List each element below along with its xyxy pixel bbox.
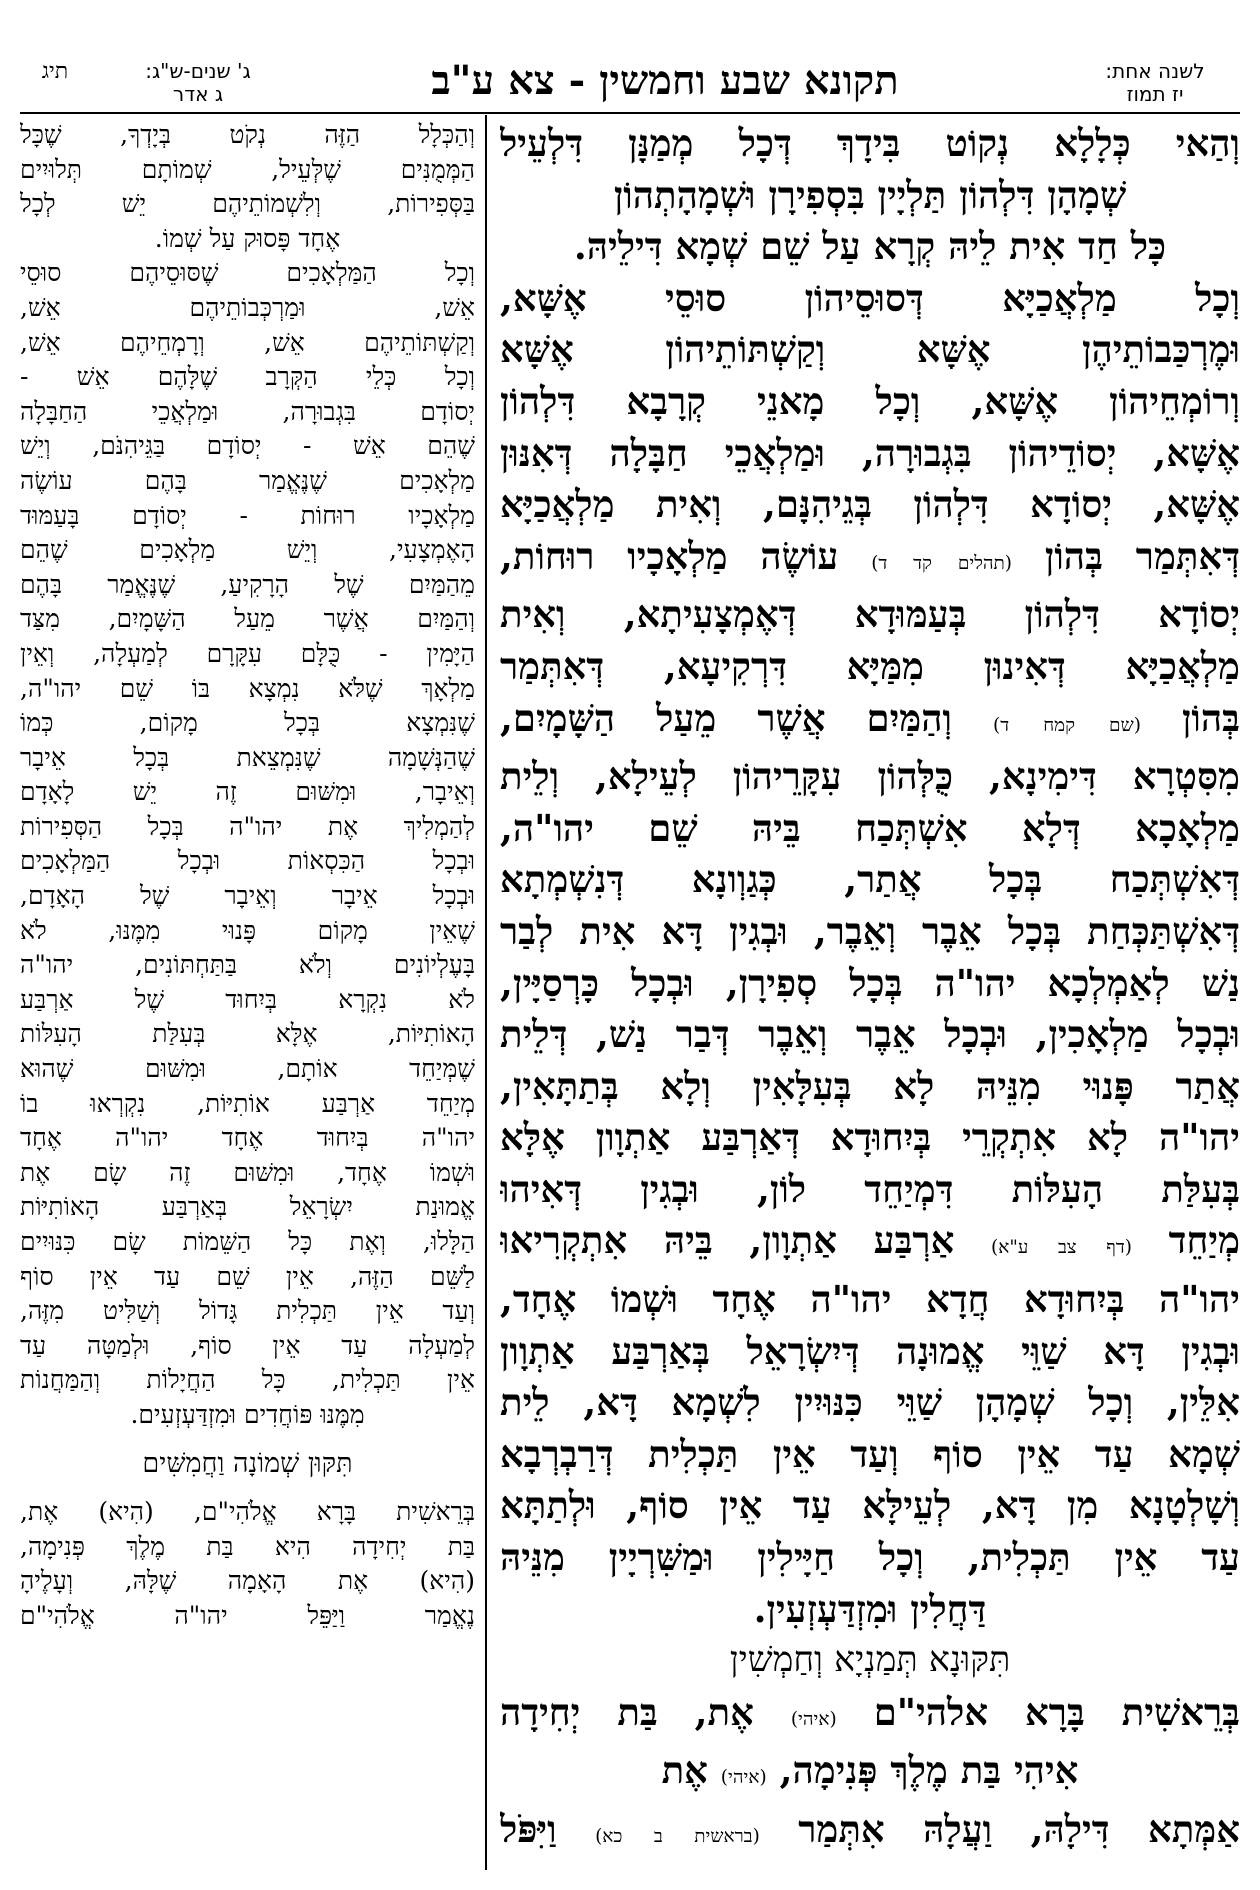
side-line: שֶׁנִּמְצָא בְּכָל מָקוֹם, כְּמוֹ — [20, 708, 475, 738]
main-line — [500, 531, 1240, 590]
main-line: שְׁמָהָן דִּלְהוֹן תַּלְיָין בִּסְפִירָן וּשְׁמָהָתְהוֹן — [613, 172, 1127, 217]
side-line: וְעַד אֵין תַּכְלִית גָּדוֹל וְשַׁלִּיט מִזֶּה, — [20, 1296, 475, 1326]
page-title: תקונא שבע וחמשין - צא ע"ב — [431, 57, 899, 104]
main-line: וְכָל מַלְאֲכַיָּא דְּסוּסֵיהוֹן סוּסֵי אֶשָּׁא, — [500, 275, 1240, 320]
side-line: הָאֶמְצָעִי, וְיֵשׁ מַלְאָכִים שֶׁהֵם — [20, 535, 475, 565]
side-line: הַלָּלוּ, וְאֶת כָּל הַשֵּׁמוֹת שָׂם כִּנּוּיִים — [20, 1227, 475, 1256]
main-line — [500, 1804, 1240, 1863]
header-study-schedule-right — [1070, 60, 1240, 106]
page-header — [20, 58, 1240, 108]
main-line: יְסוֹדָא דִּלְהוֹן בְּעַמּוּדָא דְּאֶמְצָעִיתָא, וְאִית — [500, 592, 1240, 637]
main-line: דַּחֲלִין וּמִזְדַּעְזְעִין. — [753, 1586, 987, 1631]
side-line: נֶאֱמַר וַיַּפֵּל יהו"ה אֱלֹהִי"ם — [20, 1600, 475, 1630]
side-line: מְיַחֵד אַרְבַּע אוֹתִיּוֹת, נִקְרְאוּ בוֹ — [20, 1088, 475, 1118]
side-line: וּבְכָל הַכִּסְאוֹת וּבְכָל הַמַּלְאָכִים — [20, 846, 475, 876]
main-line: דְּאִשְׁתַּכְּחַת בְּכָל אֵבֶר וְאֵבֶר, וּבְגִין דָּא אִית לְבַר — [500, 908, 1240, 953]
side-line: הָאוֹתִיּוֹת, אֶלָּא בְּעִלַּת הָעִלּוֹת — [20, 1019, 475, 1049]
side-line: וְהַמַּיִם אֲשֶׁר מֵעַל הַשָּׁמָיִם, מִצַּד — [20, 604, 475, 634]
main-line: עַד אֵין תַּכְלִית, וְכָל חַיָּילִין וּמַשִּׁרְיָין מִנֵּיהּ — [500, 1535, 1240, 1580]
side-line: וּבְכָל אֵיבָר וְאֵיבָר שֶׁל הָאָדָם, — [20, 881, 475, 911]
side-line: מַלְאָךְ שֶׁלֹּא נִמְצָא בּוֹ שֵׁם יהו"ה, — [20, 673, 475, 703]
main-line-tail: וְהַמַּיִם אֲשֶׁר מֵעַל הַשָּׁמָיִם, — [500, 695, 952, 740]
main-line: כָּל חַד אִית לֵיהּ קְרָא עַל שֵׁם שְׁמָא דִּילֵיהּ. — [573, 224, 1167, 269]
main-line: אֶשָּׁא, יְסוֹדֵיהוֹן בִּגְבוּרָה, וּמַלְאֲכֵי חַבָּלָה דְּאִנּוּן — [500, 430, 1240, 475]
side-line: לֹא נִקְרָא בְּיִחוּד שֶׁל אַרְבַּע — [20, 984, 475, 1014]
side-section-heading: תִּקּוּן שְׁמוֹנָה וַחֲמִשִּׁים — [142, 1447, 353, 1479]
main-line-tail: עוֹשֶׂה מַלְאָכָיו רוּחוֹת, — [500, 533, 839, 578]
side-line: שֶׁאֵין מָקוֹם פָּנוּי מִמֶּנּוּ, לֹא — [20, 915, 475, 945]
main-line: וּבְגִין דָּא שַׁוֵּי אֱמוּנָה דְּיִשְׂרָאֵל בְּאַרְבַּע אַתְוָון — [500, 1328, 1240, 1373]
inline-note: (איהי) — [720, 1767, 767, 1789]
side-line: שֶׁמְּיַחֵד אוֹתָם, וּמִשּׁוּם שֶׁהוּא — [20, 1054, 475, 1084]
main-line — [500, 1215, 1240, 1274]
side-line: אֵין תַּכְלִית, כָּל הַחֲיָלוֹת וְהַמַּחֲנוֹת — [20, 1365, 475, 1395]
main-line-tail: אֶת — [661, 1748, 708, 1793]
side-line: (הִיא) אֶת הָאָמָה שֶׁלָּהּ, וְעָלֶיהָ — [20, 1566, 475, 1596]
side-line: הַיָּמִין - כֻּלָּם עִקָּרָם לְמַעְלָה, וְאֵין — [20, 638, 475, 668]
header-one-year-label: לשנה אחת: — [1105, 59, 1205, 83]
main-line: מִסִּטְרָא דִּימִינָא, כֻּלְּהוֹן עִקָּרֵיהוֹן לְעֵילָא, וְלֵית — [500, 754, 1240, 799]
main-line-tail: אֶת, בַּת יְחִידָה — [500, 1689, 754, 1734]
main-line-head: אַמְּתָא דִּילָהּ, וַעֲלָהּ אִתְּמַר — [798, 1807, 1240, 1851]
main-line: יהו"ה לָא אִתְקְרֵי בְּיִחוּדָא דְּאַרְבַּע אַתְוָון אֶלָּא — [500, 1115, 1240, 1160]
main-line: וְשָׁלְטָנָא מִן דָּא, לְעֵילָּא עַד אֵין סוֹף, וּלְתַתָּא — [500, 1483, 1240, 1528]
side-line: וְאֵיבָר, וּמִשּׁוּם זֶה יֵשׁ לָאָדָם — [20, 777, 475, 807]
main-line: נַשׁ לְאַמְלְכָא יהו"ה בְּכָל סְפִירָן, וּבְכָל כָּרְסַיָּין, — [500, 960, 1240, 1005]
column-divider — [485, 115, 487, 1870]
translation-column — [20, 118, 475, 1634]
main-line: בְּעִלַּת הָעִלּוֹת דִּמְיַחֵד לוֹן, וּבְגִין דְּאִיהוּ — [500, 1166, 1240, 1211]
side-line: לְהַמְלִיךְ אֶת יהו"ה בְּכָל הַסְּפִירוֹת — [20, 811, 475, 841]
page-reference: (דף צב ע"א) — [991, 1237, 1132, 1259]
header-divider — [20, 112, 1240, 114]
main-line — [500, 693, 1240, 752]
side-line: אֱמוּנַת יִשְׂרָאֵל בְּאַרְבַּע הָאוֹתִיּוֹת — [20, 1192, 475, 1222]
main-line: מַלְאָכָא דְּלָא אִשְׁתְּכַח בֵּיהּ שֵׁם יהו"ה, — [500, 805, 1240, 850]
side-line: שֶׁהַנְּשָׁמָה שֶׁנִּמְצֵאת בְּכָל אֵיבָר — [20, 742, 475, 772]
side-line: וְקַשְׁתּוֹתֵיהֶם אֵשׁ, וְרָמְחֵיהֶם אֵשׁ, — [20, 327, 475, 357]
main-line-head: בְּהוֹן — [1181, 695, 1240, 740]
verse-reference: (שם קמח ד) — [993, 714, 1141, 736]
header-study-schedule-left — [98, 60, 298, 106]
side-line: לְמַעְלָה עַד אֵין סוֹף, וּלְמַטָּה עַד — [20, 1330, 475, 1360]
header-three-year-label: ג' שנים-ש"ג: — [145, 59, 251, 83]
main-line: וּמֶרְכַּבוֹתֵיהֶן אֶשָּׁא וְקַשְׁתּוֹתֵיהוֹן אֶשָּׁא — [500, 327, 1240, 372]
main-line: אֶשָּׁא, יְסוֹדָא דִּלְהוֹן בְּגֵיהִנָּם, וְאִית מַלְאֲכַיָּא — [500, 482, 1240, 527]
main-line-head: בְּרֵאשִׁית בָּרָא אלהי"ם — [873, 1689, 1240, 1734]
side-line: מַלְאָכָיו רוּחוֹת - יְסוֹדָם בָּעַמּוּד — [20, 500, 475, 530]
side-line: שֶׁהֵם אֵשׁ - יְסוֹדָם בַּגֵּיהִנֹּם, וְיֵשׁ — [20, 431, 475, 461]
side-line: בָּעֶלְיוֹנִים וְלֹא בַּתַּחְתּוֹנִים, יהו"ה — [20, 950, 475, 980]
side-line: וְכָל כְּלֵי הַקְּרָב שֶׁלָּהֶם אֵשׁ - — [20, 362, 475, 392]
side-line: מִמֶּנּוּ פּוֹחֲדִים וּמִזְדַּעְזְעִים. — [130, 1399, 365, 1429]
header-one-year-date: יז תמוז — [1126, 82, 1184, 106]
main-line: וְהַאי כְּלָלָא נְקוֹט בִּידָךְ דְּכָל מְמַנָּן דִּלְעֵיל — [500, 121, 1240, 165]
main-line-head: מְיַחֵד — [1168, 1218, 1240, 1263]
side-line: וְהַכְּלָל הַזֶּה נְקֹט בְּיָדְךָ, שֶׁכָּל — [20, 120, 475, 149]
main-line-tail: וַיִּפֹּל — [500, 1807, 557, 1851]
side-line: אֶחָד פָּסוּק עַל שְׁמוֹ. — [154, 223, 341, 253]
main-line: מַלְאֲכַיָּא דְּאִינוּן מִמַּיָּא דִּרְקִיעָא, דְּאִתְּמַר — [500, 643, 1240, 688]
main-line-tail: אַרְבַּע אַתְוָון, בֵּיהּ אִתְקְרִיאוּ — [500, 1218, 955, 1263]
main-text-column — [500, 118, 1240, 1863]
inline-note: (איהי) — [790, 1708, 837, 1730]
main-line: וְרוֹמְחֵיהוֹן אֶשָּׁא, וְכָל מָאנֵי קְרָבָא דִּלְהוֹן — [500, 378, 1240, 423]
main-line — [500, 1687, 1240, 1746]
side-line: מֵהַמַּיִם שֶׁל הָרָקִיעַ, שֶׁנֶּאֱמַר בָּהֶם — [20, 569, 475, 599]
main-line: אִלֵּין, וְכָל שְׁמָהָן שַׁוֵּי כִּנּוּיִין לִשְׁמָא דָּא, לֵית — [500, 1380, 1240, 1425]
main-line — [500, 1745, 1240, 1804]
side-line: בַּת יְחִידָה הִיא בַּת מֶלֶךְ פְּנִימָה, — [20, 1531, 475, 1561]
main-section-heading: תִּקּוּנָא תְּמַנְיָא וְחַמְשִׁין — [729, 1640, 1011, 1681]
side-line: אֵשׁ, וּמַרְכְּבוֹתֵיהֶם אֵשׁ, — [20, 292, 475, 322]
side-line: וּשְׁמוֹ אֶחָד, וּמִשּׁוּם זֶה שָׂם אֶת — [20, 1157, 475, 1187]
side-line: מַלְאָכִים שֶׁנֶּאֱמַר בָּהֶם עוֹשֶׂה — [20, 465, 475, 495]
main-line-head: אִיהִי בַּת מֶלֶךְ פְּנִימָה, — [779, 1748, 1079, 1793]
side-line: לַשֵּׁם הַזֶּה, אֵין שֵׁם עַד אֵין סוֹף — [20, 1261, 475, 1291]
main-line: שְׁמָא עַד אֵין סוֹף וְעַד אֵין תַּכְלִית דְּרַבְרְבָא — [500, 1431, 1240, 1476]
side-line: וְכָל הַמַּלְאָכִים שֶׁסּוּסֵיהֶם סוּסֵי — [20, 258, 475, 288]
verse-reference: (בראשית ב כא) — [595, 1826, 760, 1847]
page-number: תיג — [41, 59, 69, 84]
side-line: יהו"ה בְּיִחוּד אֶחָד יהו"ה אֶחָד — [20, 1123, 475, 1153]
main-line: אֲתַר פָּנוּי מִנֵּיהּ לָא בְּעִלָּאִין וְלָא בְּתַתָּאִין, — [500, 1063, 1240, 1108]
verse-reference: (תהלים קד ד) — [871, 552, 1013, 574]
side-line: יְסוֹדָם בִּגְבוּרָה, וּמַלְאֲכֵי הַחַבָּלָה — [20, 396, 475, 426]
side-line: בְּרֵאשִׁית בָּרָא אֱלֹהִי"ם, (הִיא) אֶת, — [20, 1497, 475, 1527]
main-line: וּבְכָל מַלְאָכִין, וּבְכָל אֵבֶר וְאֵבֶר דְּבַר נַשׁ, דְּלֵית — [500, 1012, 1240, 1057]
main-line-head: דְּאִתְּמַר בְּהוֹן — [1044, 533, 1240, 578]
side-line: בַּסְּפִירוֹת, וְלִשְׁמוֹתֵיהֶם יֵשׁ לְכָל — [20, 189, 475, 219]
side-line: הַמְּמֻנִּים שֶׁלְּעֵיל, שְׁמוֹתָם תְּלוּיִים — [20, 154, 475, 184]
main-line: דְּאִשְׁתְּכַח בְּכָל אֲתַר, כְּגַוְונָא דְּנִשְׁמְתָא — [500, 857, 1240, 902]
header-three-year-date: ג אדר — [172, 82, 224, 106]
main-line: יהו"ה בְּיִחוּדָא חֲדָא יהו"ה אֶחָד וּשְׁמוֹ אֶחָד, — [500, 1277, 1240, 1322]
